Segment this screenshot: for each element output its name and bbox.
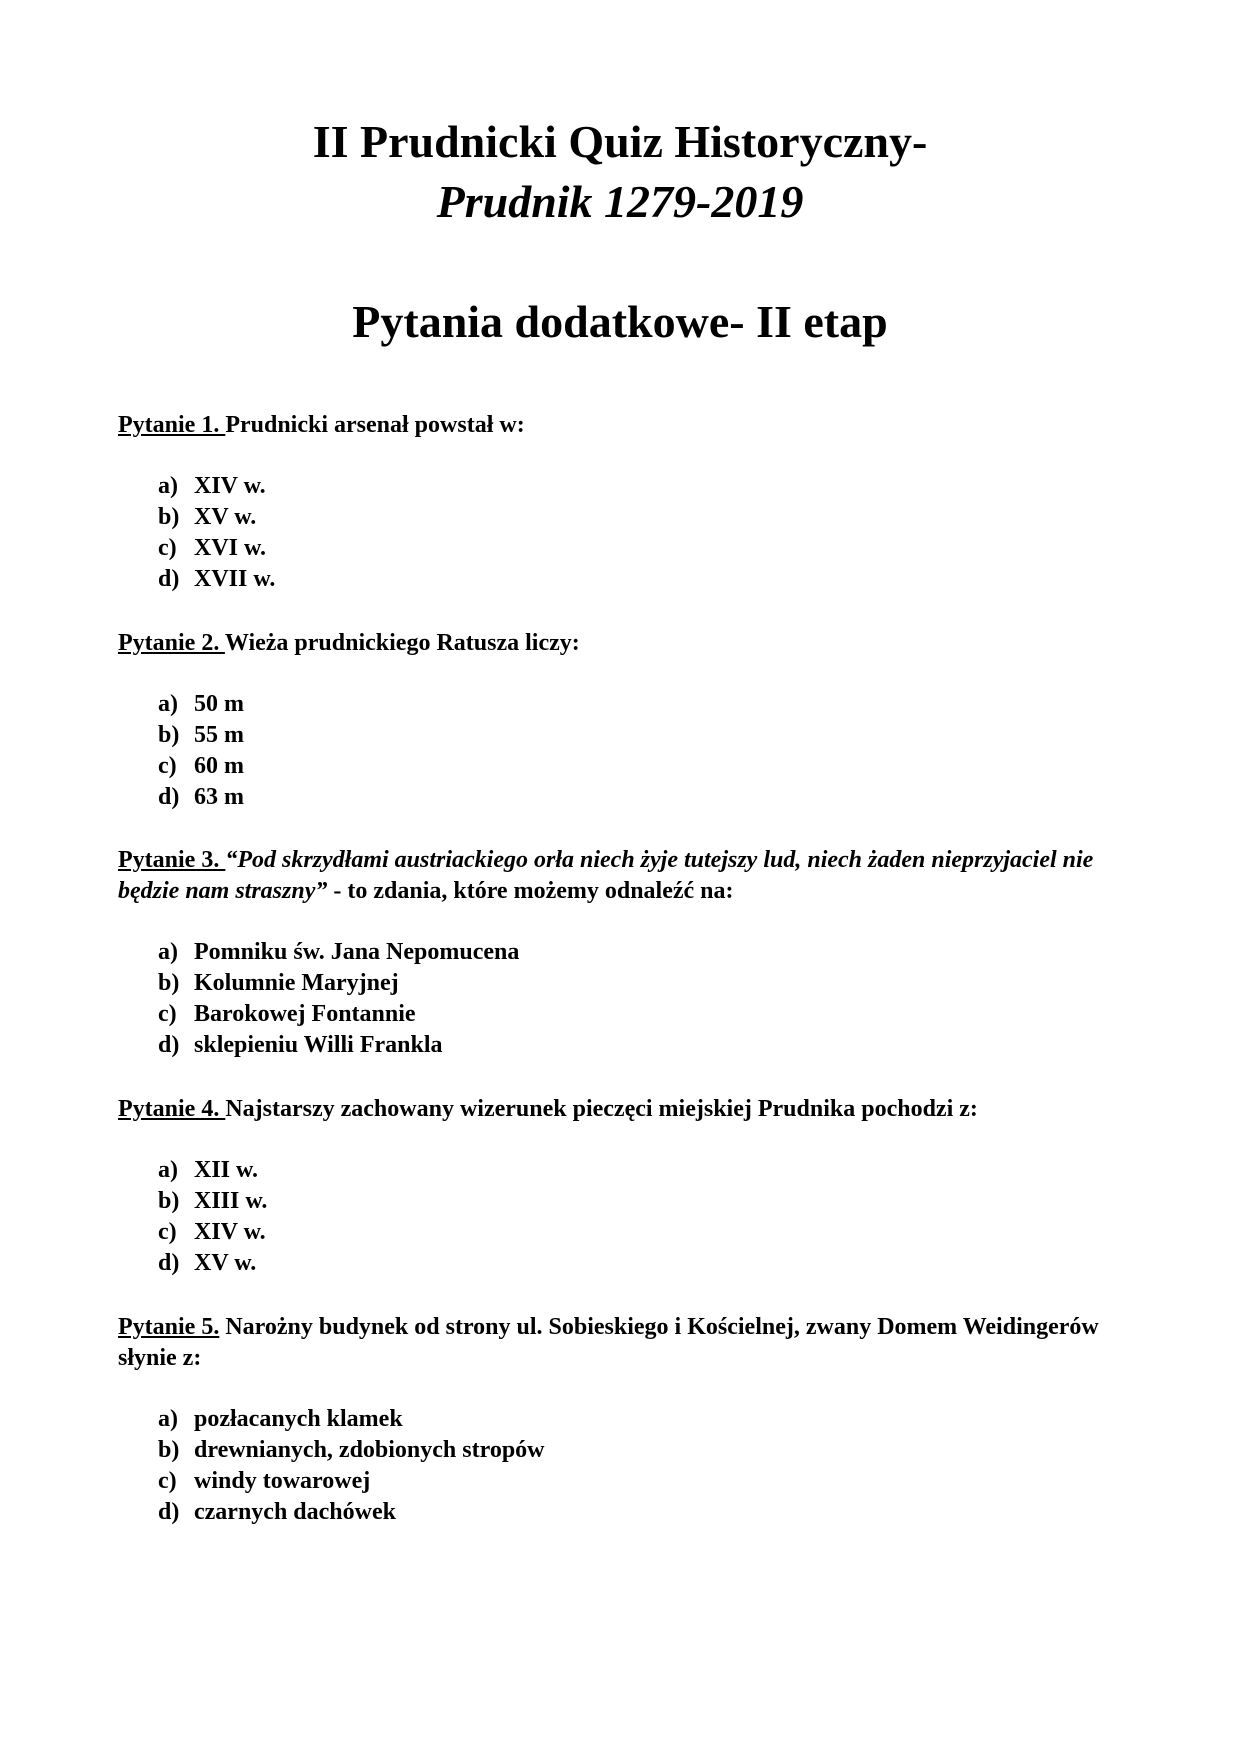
answer-letter: b)	[158, 1188, 180, 1214]
answer-option	[158, 1217, 267, 1248]
answer-option	[158, 471, 275, 502]
answer-text: XV w.	[194, 504, 257, 530]
answer-option	[158, 689, 244, 720]
question-2	[118, 628, 1128, 659]
answer-option	[158, 999, 519, 1030]
answer-option	[158, 1155, 267, 1186]
answer-letter: d)	[158, 566, 180, 592]
question-label: Pytanie 2.	[118, 630, 225, 656]
answer-text: Barokowej Fontannie	[194, 1001, 416, 1027]
answer-letter: b)	[158, 970, 180, 996]
answers-5	[158, 1404, 545, 1528]
question-quote: “Pod skrzydłami austriackiego orła niech żyje tutejszy lud, niech żaden nieprzyjaciel nie będzie nam straszny”	[118, 847, 1094, 904]
answer-option	[158, 937, 519, 968]
answer-text: 50 m	[194, 691, 244, 717]
answer-letter: d)	[158, 784, 180, 810]
answer-option	[158, 782, 244, 813]
answer-letter: b)	[158, 504, 180, 530]
answer-option	[158, 968, 519, 999]
title-line-2: Prudnik 1279-2019	[436, 176, 804, 227]
answer-text: sklepieniu Willi Frankla	[194, 1032, 443, 1058]
answer-letter: a)	[158, 1157, 178, 1183]
question-text: Najstarszy zachowany wizerunek pieczęci miejskiej Prudnika pochodzi z:	[225, 1096, 978, 1122]
answer-letter: a)	[158, 691, 178, 717]
answer-option	[158, 1030, 519, 1061]
question-label: Pytanie 4.	[118, 1096, 226, 1122]
answer-text: 63 m	[194, 784, 244, 810]
question-5	[118, 1312, 1128, 1374]
answer-text: pozłacanych klamek	[194, 1406, 403, 1432]
question-text: - to zdania, które możemy odnaleźć na:	[327, 878, 734, 904]
answer-letter: d)	[158, 1499, 180, 1525]
answers-1	[158, 471, 275, 595]
answer-option	[158, 720, 244, 751]
answer-text: XIV w.	[194, 473, 266, 499]
question-label: Pytanie 1.	[118, 412, 226, 438]
question-label: Pytanie 3.	[118, 847, 226, 873]
answer-text: XVII w.	[194, 566, 276, 592]
question-text: Prudnicki arsenał powstał w:	[225, 412, 525, 438]
answer-letter: c)	[158, 1468, 177, 1494]
answer-text: windy towarowej	[194, 1468, 371, 1494]
title-line-1: II Prudnicki Quiz Historyczny-	[312, 116, 928, 167]
answer-letter: c)	[158, 1219, 177, 1245]
answer-letter: d)	[158, 1250, 180, 1276]
answer-letter: b)	[158, 722, 180, 748]
answer-text: Kolumnie Maryjnej	[194, 970, 399, 996]
answer-text: XII w.	[194, 1157, 259, 1183]
answers-2	[158, 689, 244, 813]
answer-text: drewnianych, zdobionych stropów	[194, 1437, 545, 1463]
answer-letter: c)	[158, 1001, 177, 1027]
document-title	[0, 112, 1240, 232]
answer-text: XIV w.	[194, 1219, 266, 1245]
answer-text: XVI w.	[194, 535, 267, 561]
answer-option	[158, 1466, 545, 1497]
question-text: Narożny budynek od strony ul. Sobieskiego i Kościelnej, zwany Domem Weidingerów słynie z:	[118, 1314, 1099, 1371]
answer-letter: a)	[158, 939, 178, 965]
answer-text: XIII w.	[194, 1188, 268, 1214]
answer-letter: a)	[158, 473, 178, 499]
answer-text: czarnych dachówek	[194, 1499, 396, 1525]
question-3	[118, 845, 1128, 907]
answer-option	[158, 502, 275, 533]
answer-letter: a)	[158, 1406, 178, 1432]
answer-option	[158, 1435, 545, 1466]
answer-letter: d)	[158, 1032, 180, 1058]
answers-3	[158, 937, 519, 1061]
answer-text: XV w.	[194, 1250, 257, 1276]
answer-option	[158, 751, 244, 782]
question-text: Wieża prudnickiego Ratusza liczy:	[224, 630, 580, 656]
question-1	[118, 410, 1128, 441]
answer-text: Pomniku św. Jana Nepomucena	[194, 939, 520, 965]
question-4	[118, 1094, 1128, 1125]
answer-option	[158, 1186, 267, 1217]
answer-option	[158, 1248, 267, 1279]
answer-letter: b)	[158, 1437, 180, 1463]
answer-option	[158, 564, 275, 595]
answer-option	[158, 1497, 545, 1528]
question-label: Pytanie 5.	[118, 1314, 220, 1340]
document-subtitle: Pytania dodatkowe- II etap	[352, 296, 888, 347]
answers-4	[158, 1155, 267, 1279]
answer-letter: c)	[158, 535, 177, 561]
answer-option	[158, 1404, 545, 1435]
answer-text: 55 m	[194, 722, 244, 748]
answer-text: 60 m	[194, 753, 244, 779]
answer-letter: c)	[158, 753, 177, 779]
answer-option	[158, 533, 275, 564]
